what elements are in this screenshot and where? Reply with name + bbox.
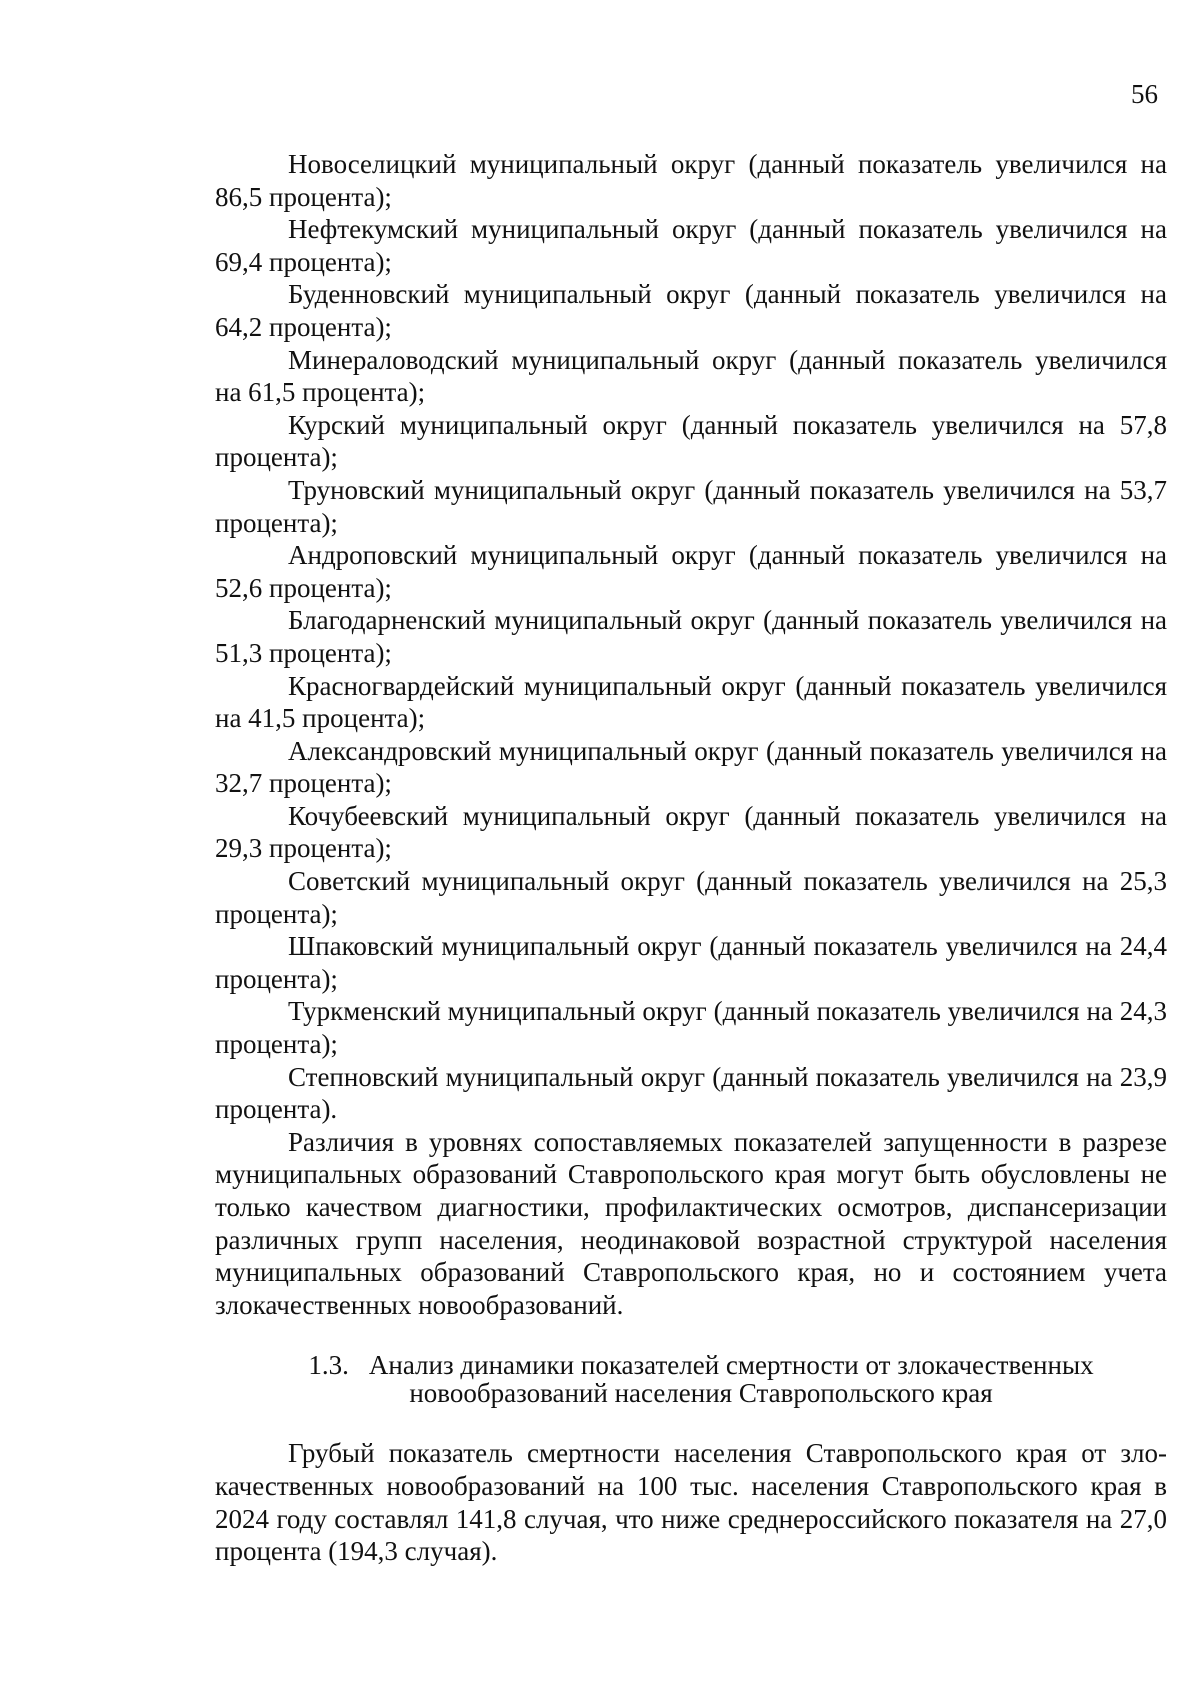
district-item: Благодарненский муниципальный округ (данный показатель увеличился на 51,3 процента); (215, 605, 1167, 668)
section-title-line1: Анализ динамики показателей смертности от злокачественных (368, 1350, 1094, 1381)
district-item: Туркменский муниципальный округ (данный показатель увеличился на 24,3 процента); (215, 996, 1167, 1060)
district-item: Александровский муниципальный округ (данный показатель увеличился на 32,7 процента); (215, 735, 1167, 799)
district-item: Красногвардейский муниципальный округ (данный показатель увеличился на 41,5 процента); (215, 670, 1167, 734)
district-item: Нефтекумский муниципальный округ (данный показатель увеличился на 69,4 процента); (215, 214, 1167, 277)
spacer (215, 1407, 1167, 1437)
district-item: Шпаковский муниципальный округ (данный показатель увеличился на 24,4 процента); (215, 931, 1167, 994)
section-heading (215, 1351, 1167, 1407)
district-item: Советский муниципальный округ (данный показатель увеличился на 25,3 процента); (215, 866, 1167, 929)
document-body (215, 148, 1167, 1568)
district-item: Минераловодский муниципальный округ (данный показатель увеличился на 61,5 процента); (215, 344, 1167, 408)
section-number: 1.3. (308, 1350, 349, 1381)
section-title-line2: новообразований населения Ставропольского края (409, 1378, 993, 1409)
page-number: 56 (1131, 79, 1158, 109)
district-item: Курский муниципальный округ (данный показатель увеличился на 57,8 процента); (215, 409, 1167, 473)
district-item: Степновский муниципальный округ (данный показатель увеличился на 23,9 процента). (215, 1061, 1167, 1125)
district-item: Андроповский муниципальный округ (данный показатель увеличился на 52,6 процента); (215, 540, 1167, 603)
differences-paragraph: Различия в уровнях сопоставляемых показателей запущенности в разрезе муниципальных образований Ставропольского края могут быть обусловлены не только качеством диагностики, профилактических осмотров, диспансеризации различных групп населения, неодинаковой возрастной структурой населения муниципальных образований Ставропольского края, но и состоянием учета злокачественных новообразований. (215, 1126, 1167, 1320)
mortality-paragraph: Грубый показатель смертности населения Ставропольского края от злокачественных новообразований на 100 тыс. населения Ставропольского края в 2024 году составлял 141,8 случая, что ниже среднероссийского показателя на 27,0 процента (194,3 случая). (215, 1438, 1167, 1567)
district-item: Новоселицкий муниципальный округ (данный показатель увеличился на 86,5 процента); (215, 149, 1167, 212)
district-item: Кочубеевский муниципальный округ (данный показатель увеличился на 29,3 процента); (215, 800, 1167, 864)
district-item: Труновский муниципальный округ (данный показатель увеличился на 53,7 процента); (215, 474, 1167, 538)
district-item: Буденновский муниципальный округ (данный показатель увеличился на 64,2 процента); (215, 279, 1167, 342)
